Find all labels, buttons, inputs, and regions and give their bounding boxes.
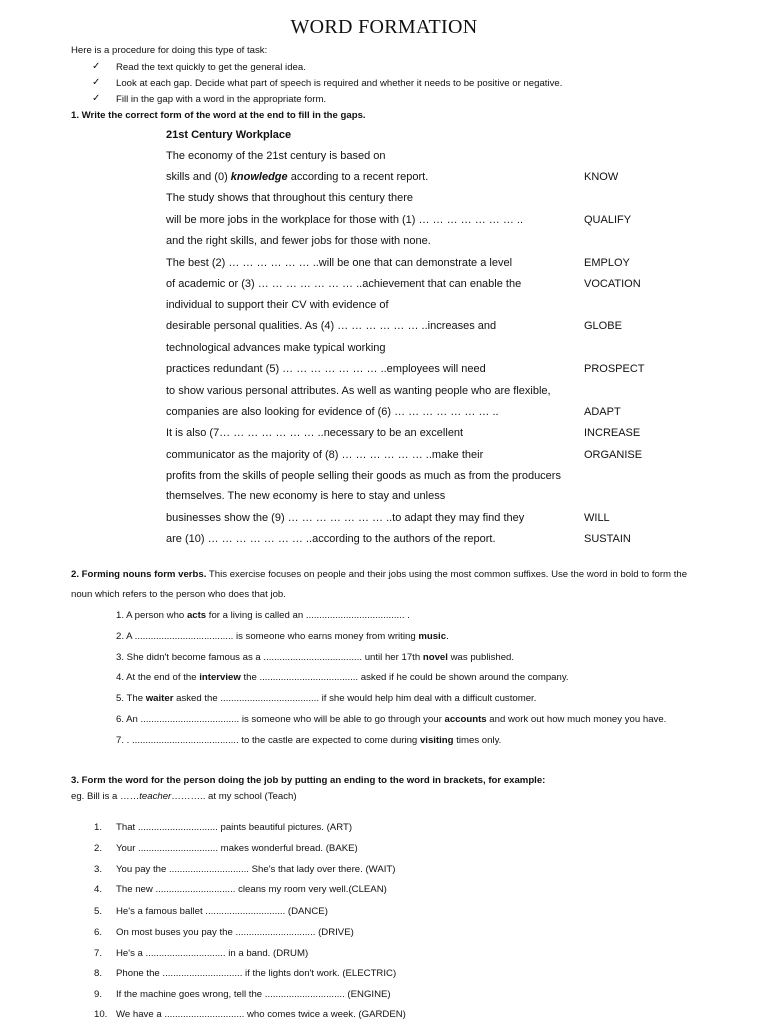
- passage-line: [166, 150, 386, 162]
- item-number: 2.: [94, 843, 103, 854]
- passage-text: The best (2) … … … … … … ..will be one that can demonstrate a level: [166, 257, 513, 269]
- item-text: the ..................................... asked if he could be shown around the company.: [240, 672, 569, 683]
- list-item: [116, 631, 449, 642]
- list-item: We have a .............................. who comes twice a week. (GARDEN): [116, 1009, 406, 1020]
- passage-text: technological advances make typical working: [166, 342, 386, 354]
- passage-text: profits from the skills of people selling their goods as much as from the producers: [166, 470, 561, 482]
- bold-word: accounts: [444, 714, 487, 725]
- keyword: SUSTAIN: [584, 533, 631, 545]
- passage-text: will be more jobs in the workplace for those with (1) … … … … … … … ..: [166, 214, 524, 226]
- keyword: GLOBE: [584, 320, 622, 332]
- list-item: [116, 672, 569, 683]
- list-item: You pay the .............................. She's that lady over there. (WAIT): [116, 864, 396, 875]
- bold-word: acts: [186, 610, 207, 621]
- check-icon: ✓: [92, 77, 101, 88]
- item-text: for a living is called an ..................................... .: [206, 610, 410, 621]
- item-number: 5.: [94, 906, 103, 917]
- passage-text: communicator as the majority of (8) … … … … … … ..make their: [166, 449, 484, 461]
- passage-text: businesses show the (9) … … … … … … … ..to adapt they may find they: [166, 512, 525, 524]
- passage-text: to show various personal attributes. As well as wanting people who are flexible,: [166, 385, 551, 397]
- keyword: ORGANISE: [584, 449, 643, 461]
- passage-line: [166, 490, 445, 502]
- passage-text: and the right skills, and fewer jobs for those with none.: [166, 235, 431, 247]
- passage-text: It is also (7… … … … … … … ..necessary to be an excellent: [166, 427, 464, 439]
- passage-line: [166, 192, 413, 204]
- list-item: [116, 652, 514, 663]
- passage-text: desirable personal qualities. As (4) … … … … … … ..increases and: [166, 320, 497, 332]
- list-item: Phone the .............................. if the lights don't work. (ELECTRIC): [116, 968, 397, 979]
- keyword: VOCATION: [584, 278, 641, 290]
- item-text: 4. At the end of the: [116, 672, 200, 683]
- item-text: 7. . ........................................ to the castle are expected to come during: [116, 735, 420, 746]
- section2-description: This exercise focuses on people and their jobs using the most common suffixes. Use the word in bold to form the: [206, 569, 688, 580]
- bold-word: interview: [199, 672, 241, 683]
- list-item: If the machine goes wrong, tell the .............................. (ENGINE): [116, 989, 391, 1000]
- item-number: 10.: [94, 1009, 108, 1020]
- procedure-step: Fill in the gap with a word in the appropriate form.: [116, 94, 327, 105]
- passage-text: practices redundant (5) … … … … … … … ..employees will need: [166, 363, 486, 375]
- bold-word: visiting: [419, 735, 454, 746]
- keyword: PROSPECT: [584, 363, 645, 375]
- item-text: times only.: [453, 735, 502, 746]
- keyword: WILL: [584, 512, 610, 524]
- keyword: ADAPT: [584, 406, 621, 418]
- keyword: INCREASE: [584, 427, 641, 439]
- passage-line: [166, 257, 512, 269]
- item-text: .: [446, 631, 449, 642]
- passage-text: companies are also looking for evidence of (6) … … … … … … … ..: [166, 406, 499, 418]
- bold-word: novel: [422, 652, 448, 663]
- passage-line: [166, 512, 524, 524]
- passage-line: [166, 235, 431, 247]
- passage-line: [166, 533, 496, 545]
- passage-text: The study shows that throughout this century there: [166, 192, 414, 204]
- item-number: 9.: [94, 989, 103, 1000]
- page-title: WORD FORMATION: [290, 16, 478, 38]
- passage-title: 21st Century Workplace: [166, 129, 292, 141]
- procedure-step: Look at each gap. Decide what part of speech is required and whether it needs to be positive or negative.: [116, 78, 563, 89]
- keyword: QUALIFY: [584, 214, 632, 226]
- passage-line: [166, 427, 463, 439]
- passage-line: [166, 171, 428, 183]
- list-item: Your .............................. makes wonderful bread. (BAKE): [116, 843, 358, 854]
- item-text: 5. The: [116, 693, 146, 704]
- section3-example: [71, 791, 297, 802]
- passage-line: [166, 406, 499, 418]
- item-text: was published.: [447, 652, 515, 663]
- check-icon: ✓: [92, 61, 101, 72]
- bold-word: waiter: [145, 693, 174, 704]
- passage-line: [166, 470, 561, 482]
- list-item: He's a famous ballet .............................. (DANCE): [116, 906, 328, 917]
- item-text: 1. A person who: [116, 610, 187, 621]
- keyword: EMPLOY: [584, 257, 630, 269]
- passage-text: are (10) … … … … … … … ..according to the authors of the report.: [166, 533, 496, 545]
- bold-word: music: [418, 631, 447, 642]
- passage-line: [166, 278, 521, 290]
- list-item: He's a .............................. in a band. (DRUM): [116, 948, 309, 959]
- section1-heading: 1. Write the correct form of the word at the end to fill in the gaps.: [71, 110, 366, 121]
- passage-line: [166, 385, 551, 397]
- item-text: 6. An ..................................... is someone who will be able to go through your: [116, 714, 445, 725]
- procedure-step: Read the text quickly to get the general idea.: [116, 62, 306, 73]
- passage-line: [166, 363, 486, 375]
- passage-line: [166, 214, 523, 226]
- section2-description-cont: noun which refers to the person who does that job.: [71, 589, 286, 600]
- intro-text: Here is a procedure for doing this type of task:: [71, 45, 268, 56]
- list-item: [116, 735, 501, 746]
- item-text: 3. She didn't become famous as a ..................................... until her 17th: [116, 652, 423, 663]
- list-item: [116, 693, 536, 704]
- passage-text: The economy of the 21st century is based on: [166, 150, 386, 162]
- list-item: On most buses you pay the .............................. (DRIVE): [116, 927, 354, 938]
- passage-line: [166, 449, 483, 461]
- item-number: 7.: [94, 948, 103, 959]
- example-suffix: ……….. at my school (Teach): [171, 791, 297, 802]
- passage-text: individual to support their CV with evidence of: [166, 299, 389, 311]
- check-icon: ✓: [92, 93, 101, 104]
- example-answer: knowledge: [230, 171, 288, 183]
- passage-text: of academic or (3) … … … … … … … ..achievement that can enable the: [166, 278, 522, 290]
- passage-text: themselves. The new economy is here to stay and unless: [166, 490, 446, 502]
- passage-text: skills and (0): [166, 171, 231, 183]
- passage-line: [166, 299, 389, 311]
- list-item: [116, 610, 410, 621]
- item-number: 3.: [94, 864, 103, 875]
- item-number: 6.: [94, 927, 103, 938]
- item-number: 8.: [94, 968, 103, 979]
- list-item: [116, 714, 666, 725]
- section3-heading: 3. Form the word for the person doing the job by putting an ending to the word in brackets, for example:: [71, 775, 546, 786]
- passage-line: [166, 320, 496, 332]
- item-number: 1.: [94, 822, 103, 833]
- section2-heading: 2. Forming nouns form verbs.: [71, 569, 207, 580]
- passage-text: according to a recent report.: [287, 171, 429, 183]
- example-prefix: eg. Bill is a ……: [71, 791, 140, 802]
- keyword: KNOW: [584, 171, 619, 183]
- list-item: The new .............................. cleans my room very well.(CLEAN): [116, 884, 387, 895]
- item-text: 2. A ..................................... is someone who earns money from writing: [116, 631, 419, 642]
- example-word: teacher: [139, 791, 172, 802]
- item-number: 4.: [94, 884, 103, 895]
- item-text: asked the ..................................... if she would help him deal with a difficult customer.: [173, 693, 537, 704]
- section2-intro: [71, 569, 687, 580]
- list-item: That .............................. paints beautiful pictures. (ART): [116, 822, 353, 833]
- passage-line: [166, 342, 386, 354]
- item-text: and work out how much money you have.: [486, 714, 667, 725]
